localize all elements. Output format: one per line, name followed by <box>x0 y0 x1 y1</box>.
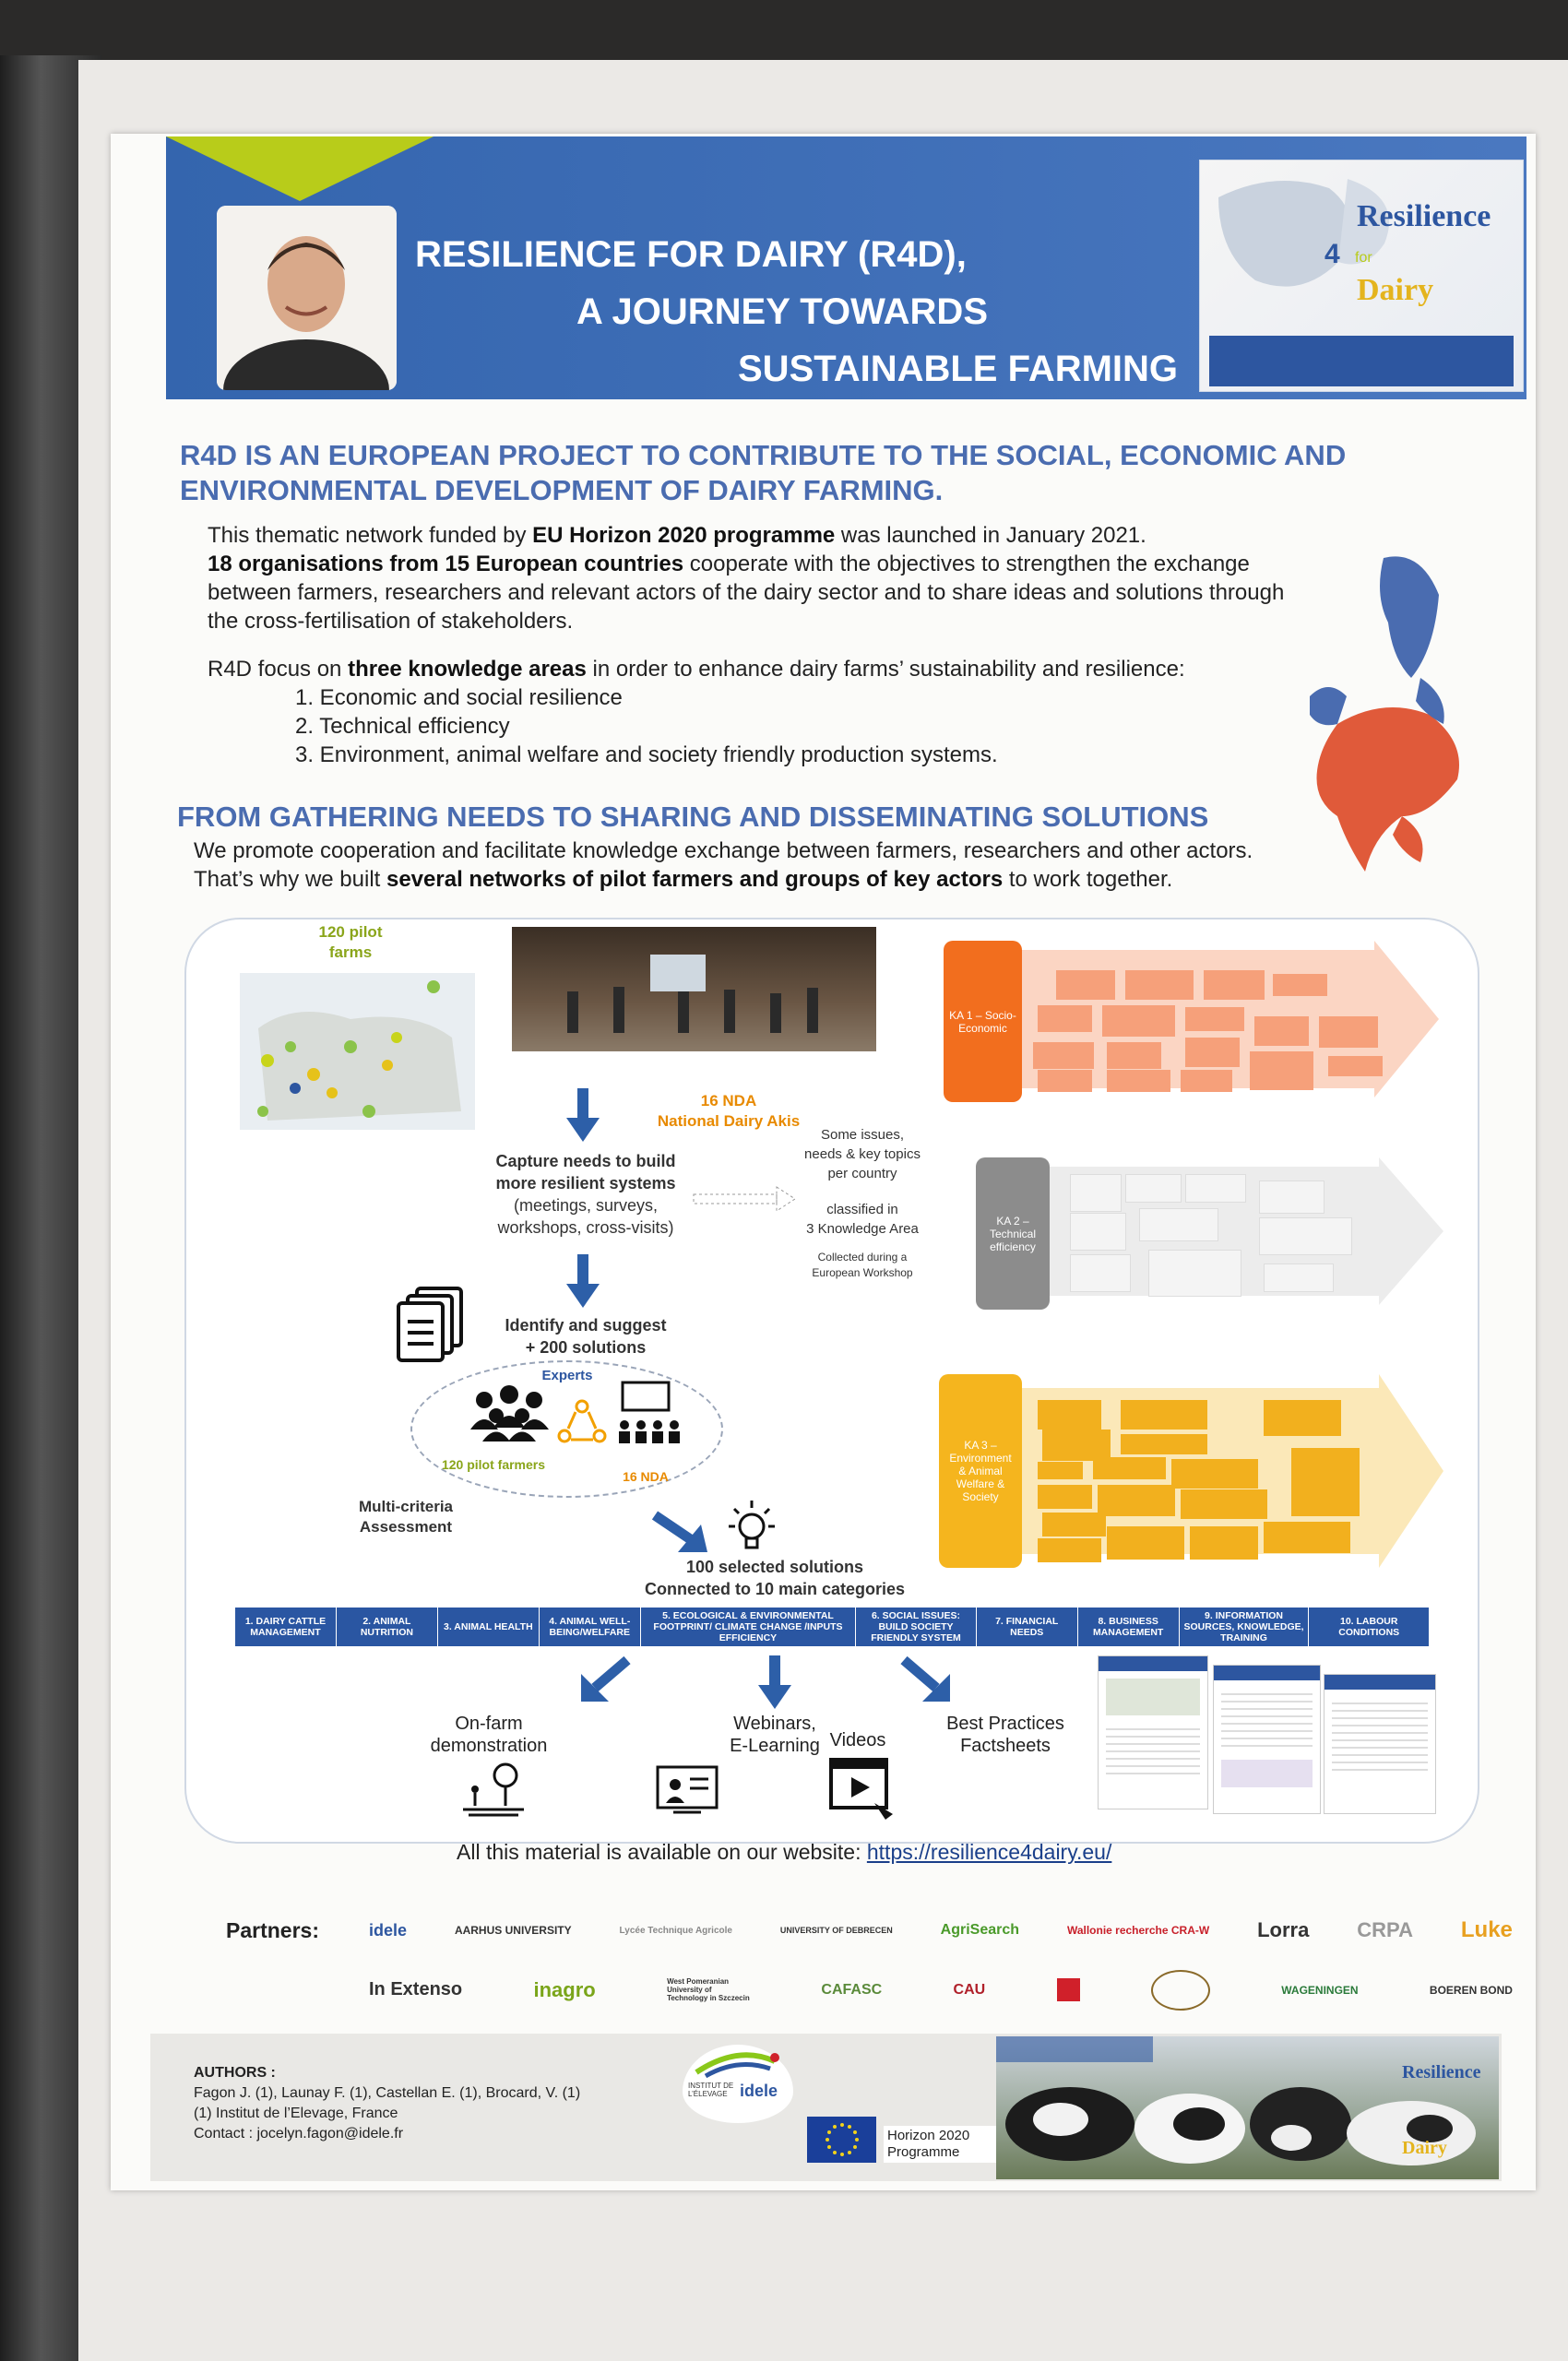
intro-text-bold: EU Horizon 2020 programme <box>532 523 836 548</box>
author-photo <box>217 206 397 390</box>
cows-photo <box>996 2036 1499 2179</box>
capture-line: Capture needs to build <box>495 1152 676 1170</box>
capture-line: workshops, cross-visits) <box>497 1218 674 1237</box>
collected-line: Collected during a <box>817 1251 908 1264</box>
video-play-icon <box>828 1757 897 1821</box>
title-line-3: SUSTAINABLE FARMING <box>738 349 1179 389</box>
ka2-arrow-panel <box>973 1157 1443 1310</box>
identify-text <box>480 1314 692 1358</box>
ka3-box: KA 3 – Environment & Animal Welfare & Society <box>939 1374 1022 1568</box>
background-wall <box>0 0 1568 65</box>
horizon-line: Horizon 2020 <box>887 2128 970 2143</box>
categories-bar <box>235 1608 1430 1646</box>
intro-heading <box>180 438 1471 508</box>
intro-text: This thematic network funded by <box>208 523 533 548</box>
horizon-line: Programme <box>887 2144 960 2160</box>
ka1-box: KA 1 – Socio-Economic <box>944 941 1022 1102</box>
partner-logo: UNIVERSITY OF DEBRECEN <box>779 1926 893 1935</box>
ka-text: R4D focus on <box>208 657 349 682</box>
knowledge-area-item: 3. Environment, animal welfare and society friendly production systems. <box>295 742 998 767</box>
category-cell: 4. ANIMAL WELL-BEING/WELFARE <box>540 1608 641 1646</box>
authors-block <box>194 2063 673 2144</box>
authors-label: AUTHORS : <box>194 2065 276 2081</box>
bp-line: Factsheets <box>960 1736 1051 1756</box>
partner-logo: WAGENINGEN <box>1281 1983 1359 1997</box>
knowledge-area-item: 1. Economic and social resilience <box>295 685 623 710</box>
capture-needs-text <box>480 1150 692 1239</box>
factsheet-thumbnail <box>1324 1674 1436 1814</box>
ka-text-bold: three knowledge areas <box>348 657 587 682</box>
multi-line: Multi-criteria <box>358 1498 454 1515</box>
partner-logo <box>1057 1978 1080 2001</box>
logo-number: 4 <box>1324 239 1340 269</box>
intro-text: was launched in January 2021. <box>835 523 1146 548</box>
pilot-farms-label <box>295 922 406 963</box>
farmers-group-icon <box>466 1383 553 1443</box>
title-line-1: RESILIENCE FOR DAIRY (R4D), <box>415 234 967 275</box>
website-link[interactable]: https://resilience4dairy.eu/ <box>866 1840 1112 1864</box>
knowledge-areas-paragraph <box>208 655 1314 769</box>
partner-logo: BOEREN BOND <box>1429 1983 1513 1997</box>
authors-names: Fagon J. (1), Launay F. (1), Castellan E. (1), Brocard, V. (1) <box>194 2085 581 2101</box>
idele-logo <box>683 2045 793 2123</box>
header-accent-triangle <box>166 136 434 201</box>
footer-logo-r: Resilience <box>1402 2062 1481 2082</box>
section2-text: That’s why we built <box>194 867 386 892</box>
pilot-farmers-label: 120 pilot farmers <box>441 1457 546 1472</box>
multi-line: Assessment <box>359 1518 453 1536</box>
partners-row-2 <box>369 1964 1513 2015</box>
website-text: All this material is available on our website: <box>457 1840 867 1864</box>
category-cell: 2. ANIMAL NUTRITION <box>337 1608 438 1646</box>
documents-icon <box>397 1287 466 1365</box>
section-heading-solutions: FROM GATHERING NEEDS TO SHARING AND DISSEMINATING SOLUTIONS <box>177 801 1209 833</box>
onfarm-label <box>406 1713 572 1757</box>
videos-label: Videos <box>829 1730 886 1750</box>
issues-line: needs & key topics <box>804 1146 921 1162</box>
poster-title <box>415 226 1291 397</box>
category-cell: 7. FINANCIAL NEEDS <box>977 1608 1078 1646</box>
pilot-farms-line: 120 pilot <box>318 923 383 941</box>
idele-text: L’ÉLEVAGE <box>688 2090 728 2098</box>
authors-contact: Contact : jocelyn.fagon@idele.fr <box>194 2126 404 2142</box>
bp-line: Best Practices <box>946 1714 1064 1734</box>
presentation-group-icon <box>613 1381 683 1445</box>
collected-line: European Workshop <box>812 1266 913 1279</box>
identify-line: Identify and suggest <box>505 1316 667 1335</box>
partner-logo: CRPA <box>1357 1918 1413 1941</box>
ka3-arrow-panel <box>936 1374 1443 1568</box>
eu-flag <box>807 2117 876 2163</box>
nda-line: National Dairy Akis <box>657 1112 801 1130</box>
ka-text: in order to enhance dairy farms’ sustainability and resilience: <box>586 657 1185 682</box>
intro-text-bold: 18 organisations from 15 European countries <box>208 552 684 576</box>
multi-criteria-label <box>346 1497 466 1537</box>
ka2-box: KA 2 – Technical efficiency <box>976 1157 1050 1310</box>
partner-logo: CAU <box>953 1981 986 1998</box>
factsheet-thumbnail <box>1213 1665 1321 1814</box>
nda-line: 16 NDA <box>700 1092 757 1109</box>
onfarm-line: On-farm <box>455 1714 523 1734</box>
output-arrow-left <box>576 1655 632 1706</box>
logo-word-dairy: Dairy <box>1357 273 1434 307</box>
down-arrow-2 <box>564 1254 601 1310</box>
output-arrow-down <box>756 1655 793 1711</box>
identify-line: + 200 solutions <box>525 1338 647 1357</box>
intro-paragraph <box>208 521 1287 635</box>
partner-logo: CAFASC <box>821 1981 883 1998</box>
partner-logo: idele <box>369 1920 408 1940</box>
issues-line: Some issues, <box>820 1127 905 1143</box>
category-cell: 9. INFORMATION SOURCES, KNOWLEDGE, TRAINING <box>1180 1608 1310 1646</box>
partner-logo: West Pomeranian University of Technology in Szczecin <box>667 1977 750 2002</box>
partner-logo: AgriSearch <box>940 1922 1020 1938</box>
capture-line: (meetings, surveys, <box>513 1196 659 1215</box>
footer-logo-d: Dairy <box>1402 2138 1447 2158</box>
output-arrow-right <box>899 1655 955 1706</box>
authors-institute: (1) Institut de l’Elevage, France <box>194 2106 398 2121</box>
farm-tree-icon <box>461 1762 526 1817</box>
idele-text: INSTITUT DE <box>688 2082 734 2090</box>
webinar-line: E-Learning <box>730 1736 820 1756</box>
r4d-logo <box>1199 160 1524 392</box>
partner-logo: inagro <box>533 1977 596 2001</box>
idele-name: idele <box>740 2082 778 2100</box>
onfarm-line: demonstration <box>430 1736 548 1756</box>
selected-line: 100 selected solutions <box>685 1558 864 1576</box>
section2-text: to work together. <box>1003 867 1173 892</box>
category-cell: 6. SOCIAL ISSUES: BUILD SOCIETY FRIENDLY SYSTEM <box>856 1608 977 1646</box>
workshop-photo <box>512 927 876 1051</box>
cycle-arrows-icon <box>557 1399 608 1445</box>
logo-word-resilience: Resilience <box>1357 199 1491 233</box>
lightbulb-icon <box>724 1499 779 1559</box>
selected-solutions-text <box>609 1556 941 1600</box>
diagonal-arrow <box>650 1508 715 1559</box>
poster <box>111 134 1536 2190</box>
website-line <box>457 1840 1287 1865</box>
down-arrow-1 <box>564 1088 601 1144</box>
ka1-arrow-panel <box>941 941 1439 1102</box>
category-cell: 10. LABOUR CONDITIONS <box>1309 1608 1430 1646</box>
category-cell: 3. ANIMAL HEALTH <box>438 1608 540 1646</box>
capture-line: more resilient systems <box>495 1174 676 1192</box>
partners-row-1 <box>369 1903 1513 1958</box>
webinar-line: Webinars, <box>733 1714 816 1734</box>
partner-logo: Lycée Technique Agricole <box>619 1925 732 1936</box>
horizon-2020-label <box>884 2126 1002 2163</box>
partner-logo <box>1151 1970 1210 2011</box>
partner-logo: In Extenso <box>369 1979 463 1999</box>
nda-small-label: 16 NDA <box>623 1469 669 1484</box>
title-line-2: A JOURNEY TOWARDS <box>576 291 988 332</box>
selected-line: Connected to 10 main categories <box>644 1580 906 1598</box>
dotted-right-arrow <box>692 1185 798 1213</box>
category-cell: 8. BUSINESS MANAGEMENT <box>1078 1608 1180 1646</box>
partners-label: Partners: <box>226 1918 319 1942</box>
section2-paragraph <box>194 836 1467 894</box>
partner-logo: Wallonie recherche CRA-W <box>1066 1924 1210 1937</box>
section2-text-bold: several networks of pilot farmers and groups of key actors <box>386 867 1004 892</box>
knowledge-area-item: 2. Technical efficiency <box>295 714 510 739</box>
classified-line: classified in <box>826 1202 898 1217</box>
best-practices-label <box>922 1713 1088 1757</box>
experts-label: Experts <box>541 1368 593 1383</box>
elearning-screen-icon <box>655 1764 719 1815</box>
issues-line: per country <box>827 1166 897 1181</box>
partner-logo: Luke <box>1460 1917 1513 1942</box>
section2-text: We promote cooperation and facilitate knowledge exchange between farmers, researchers and other actors. <box>194 838 1253 863</box>
intro-heading-line-1: R4D IS AN EUROPEAN PROJECT TO CONTRIBUTE TO THE SOCIAL, ECONOMIC AND <box>180 439 1347 471</box>
intro-heading-line-2: ENVIRONMENTAL DEVELOPMENT OF DAIRY FARMING. <box>180 474 944 506</box>
pilot-farms-line: farms <box>328 943 373 961</box>
issues-text <box>793 1125 932 1281</box>
logo-for: for <box>1355 250 1372 266</box>
classified-line: 3 Knowledge Area <box>806 1221 919 1237</box>
partner-logo: AARHUS UNIVERSITY <box>454 1924 572 1937</box>
category-cell: 1. DAIRY CATTLE MANAGEMENT <box>235 1608 337 1646</box>
intro-text: cooperate with the objectives to strengthen the exchange between farmers, researchers and relevant actors of the dairy sector and to share ideas and solutions through the cross-fertilisation of stakeholders. <box>208 552 1285 634</box>
category-cell: 5. ECOLOGICAL & ENVIRONMENTAL FOOTPRINT/ CLIMATE CHANGE /INPUTS EFFICIENCY <box>641 1608 856 1646</box>
partner-logo: Lorra <box>1257 1918 1310 1941</box>
factsheet-thumbnail <box>1098 1655 1208 1809</box>
pilot-farms-map <box>240 973 475 1130</box>
